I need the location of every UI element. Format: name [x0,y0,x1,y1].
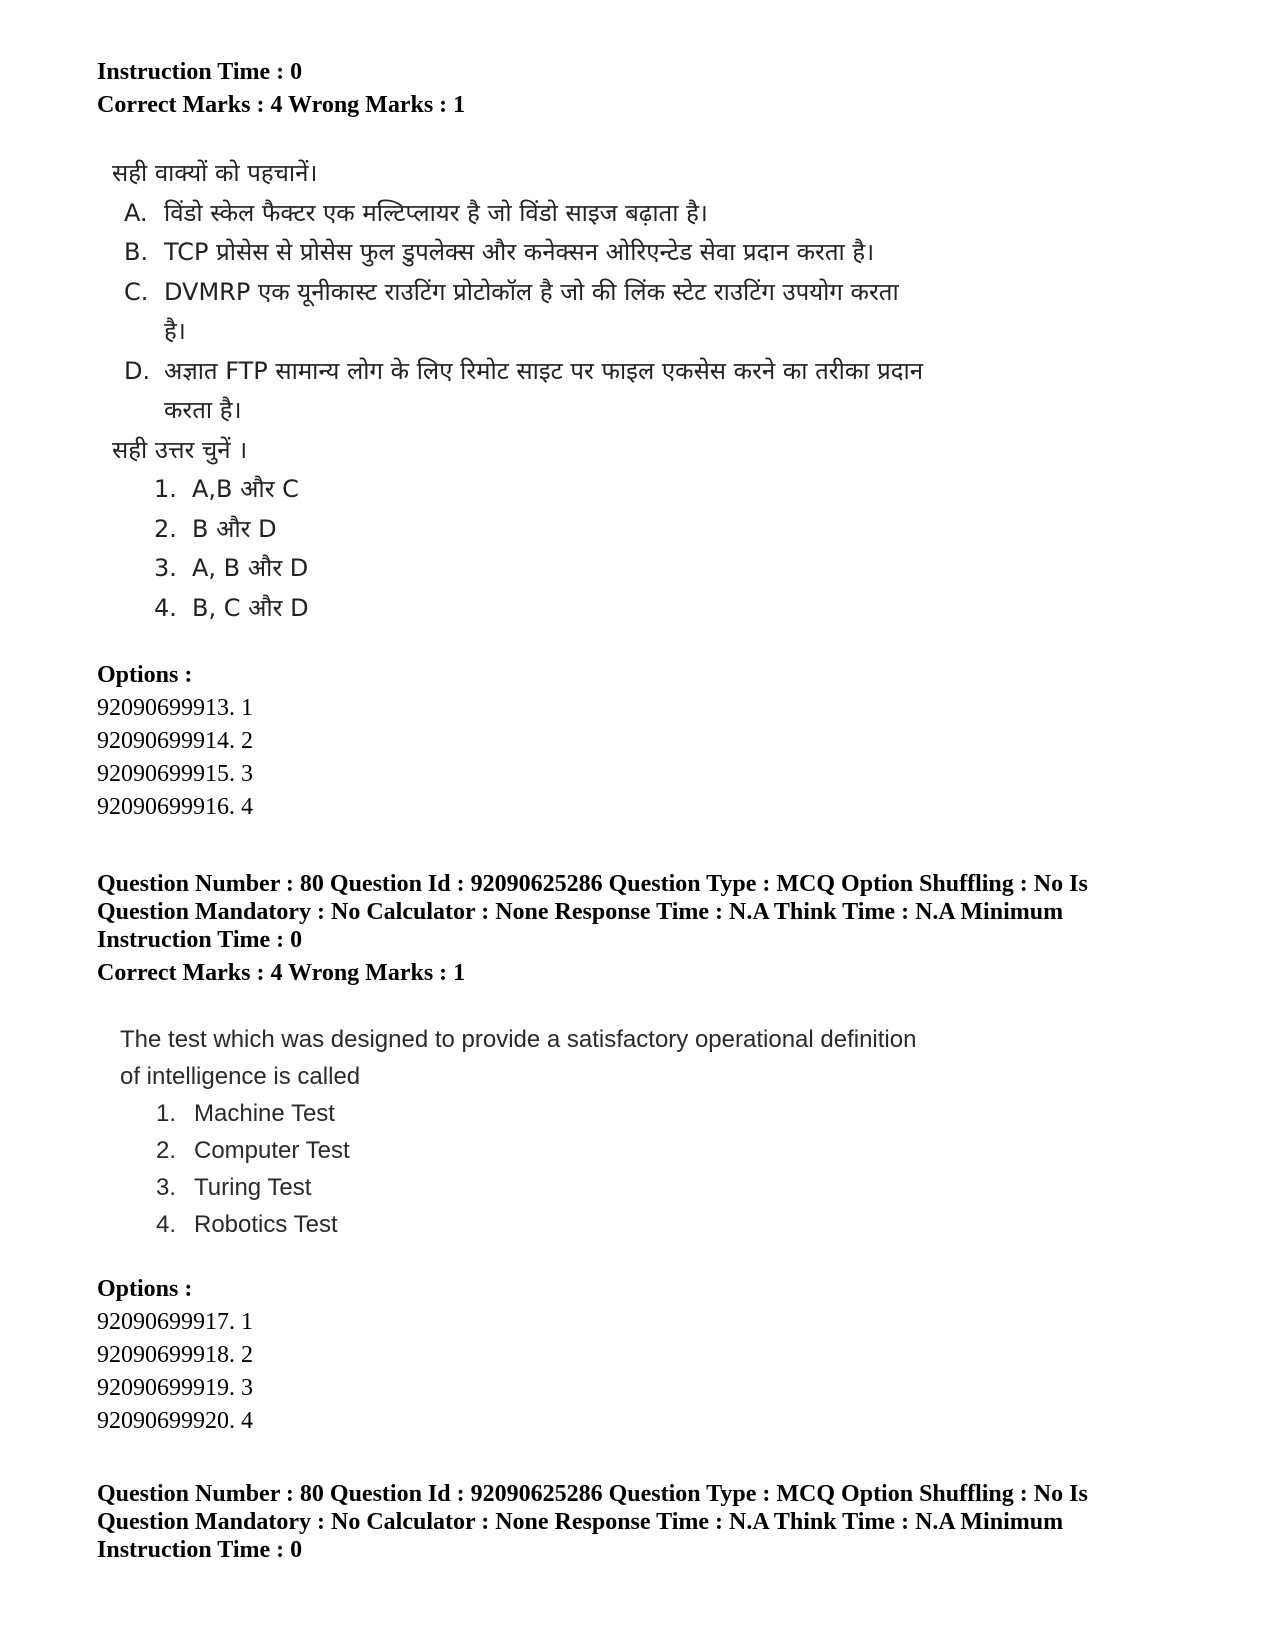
meta-line: Question Number : 80 Question Id : 92090625286 Question Type : MCQ Option Shuffling : No Is [97,871,1088,897]
question-80-body [120,1021,916,1243]
instruction-time: Instruction Time : 0 [97,59,303,85]
question-prompt-line: The test which was designed to provide a satisfactory operational definition [120,1026,917,1053]
options-label: Options : [97,662,193,688]
question-80-meta [97,870,1227,990]
meta-line: Question Number : 80 Question Id : 92090625286 Question Type : MCQ Option Shuffling : No Is [97,1481,1088,1507]
meta-line: Question Mandatory : No Calculator : None Response Time : N.A Think Time : N.A Minimum [97,1509,1064,1535]
choice-item: 2. B और D [154,514,277,543]
choice-item: 1. Machine Test [156,1100,335,1127]
meta-line: Instruction Time : 0 [97,927,303,953]
marks-line: Correct Marks : 4 Wrong Marks : 1 [97,960,466,986]
choice-item: 3. Turing Test [156,1174,312,1201]
next-question-meta [97,1480,1227,1564]
question-prompt: सही वाक्यों को पहचानें। [112,159,318,187]
question-80-options [97,1273,1227,1438]
choice-item: 2. Computer Test [156,1137,350,1164]
option-id: 92090699916. 4 [97,794,253,820]
choice-item: 4. Robotics Test [156,1211,338,1238]
option-id: 92090699917. 1 [97,1309,253,1335]
meta-line: Instruction Time : 0 [97,1537,303,1563]
statement-d: D. अज्ञात FTP सामान्य लोग के लिए रिमोट साइट पर फाइल एकसेस करने का तरीका प्रदान करता है। [124,356,924,424]
marks-line: Correct Marks : 4 Wrong Marks : 1 [97,92,466,118]
option-id: 92090699913. 1 [97,695,253,721]
answer-instruction: सही उत्तर चुनें । [112,435,248,464]
option-id: 92090699919. 3 [97,1375,253,1401]
option-id: 92090699915. 3 [97,761,253,787]
option-id: 92090699914. 2 [97,728,253,754]
options-label: Options : [97,1276,193,1302]
choice-item: 1. A,B और C [154,475,299,503]
meta-line: Question Mandatory : No Calculator : None Response Time : N.A Think Time : N.A Minimum [97,899,1064,925]
statement-c: C. DVMRP एक यूनीकास्ट राउटिंग प्रोटोकॉल है जो की लिंक स्टेट राउटिंग उपयोग करता है। [124,277,899,345]
statement-a: A. विंडो स्केल फैक्टर एक मल्टिप्लायर है जो विंडो साइज बढ़ाता है। [124,198,708,227]
question-prompt-line: of intelligence is called [120,1063,361,1090]
choice-item: 3. A, B और D [154,554,309,582]
question-79-body [112,154,964,628]
statement-b: B. TCP प्रोसेस से प्रोसेस फुल डुपलेक्स और कनेक्सन ओरिएन्टेड सेवा प्रदान करता है। [124,238,875,266]
question-79-meta [97,56,1227,122]
option-id: 92090699918. 2 [97,1342,253,1368]
choice-item: 4. B, C और D [154,593,309,622]
option-id: 92090699920. 4 [97,1408,253,1434]
question-79-options [97,659,1227,824]
